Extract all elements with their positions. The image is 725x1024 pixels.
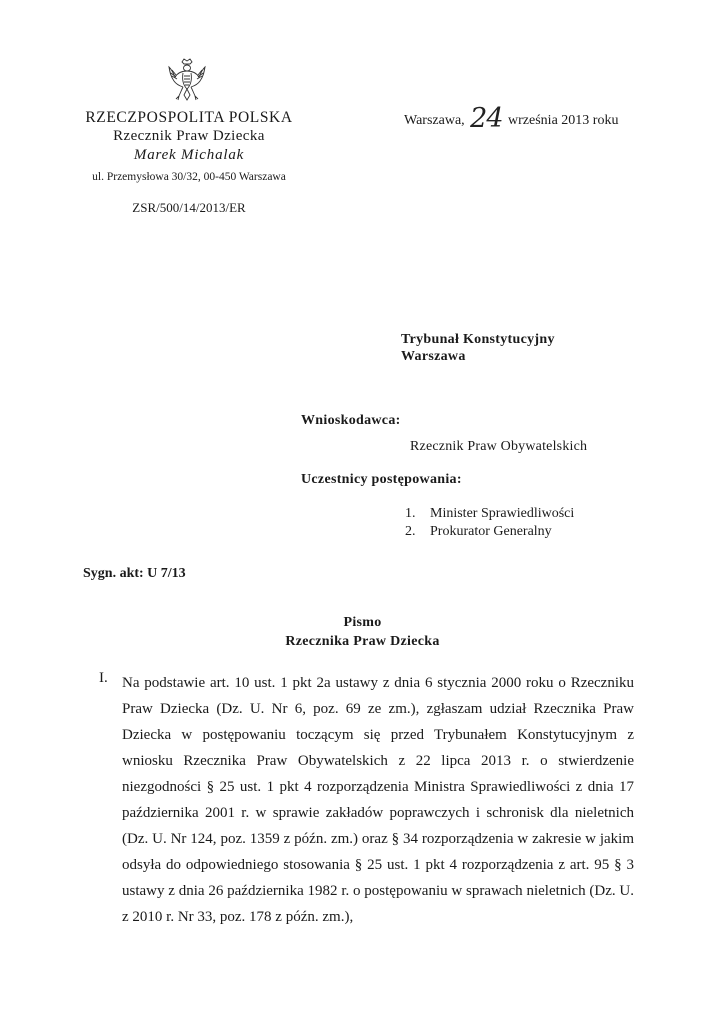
- date-city: Warszawa,: [404, 113, 465, 128]
- polish-eagle-emblem-icon: [168, 58, 206, 102]
- sender-organization: RZECZPOSPOLITA POLSKA: [85, 109, 293, 126]
- title-line-2: Rzecznika Praw Dziecka: [285, 634, 440, 649]
- letter-date: [404, 100, 619, 134]
- list-item-name: Prokurator Generalny: [430, 524, 552, 539]
- sender-office: Rzecznik Praw Dziecka: [113, 128, 265, 144]
- list-item-number: 2.: [405, 524, 416, 539]
- participants-label: Uczestnicy postępowania:: [301, 472, 462, 487]
- date-rest: września 2013 roku: [508, 113, 619, 128]
- section-body-text: Na podstawie art. 10 ust. 1 pkt 2a ustawy z dnia 6 stycznia 2000 roku o Rzeczniku Praw Dziecka (Dz. U. Nr 6, poz. 69 ze zm.), zgłaszam udział Rzecznika Praw Dziecka w postępowaniu toczącym się przed Trybunałem Konstytucyjnym z wniosku Rzecznika Praw Obywatelskich z 22 lipca 2013 r. o stwierdzenie niezgodności § 25 ust. 1 pkt 4 rozporządzenia Ministra Sprawiedliwości z dnia 17 października 2001 r. w sprawie zakładów poprawczych i schronisk dla nieletnich (Dz. U. Nr 124, poz. 1359 z późn. zm.) oraz § 34 rozporządzenia w zakresie w jakim odsyła do odpowiedniego stosowania § 25 ust. 1 pkt 4 rozporządzenia z art. 95 § 3 ustawy z dnia 26 października 1982 r. o postępowaniu w sprawach nieletnich (Dz. U. z 2010 r. Nr 33, poz. 178 z późn. zm.),: [122, 675, 634, 925]
- document-title: [0, 613, 725, 651]
- section-number: I.: [99, 670, 108, 686]
- sender-address: ul. Przemysłowa 30/32, 00-450 Warszawa: [92, 171, 286, 183]
- applicant-name: Rzecznik Praw Obywatelskich: [410, 439, 588, 454]
- list-item-number: 1.: [405, 506, 416, 521]
- case-reference: Sygn. akt: U 7/13: [83, 566, 186, 581]
- list-item: [405, 505, 574, 523]
- reference-number: ZSR/500/14/2013/ER: [132, 200, 246, 215]
- applicant-label: Wnioskodawca:: [301, 413, 401, 428]
- title-line-1: Pismo: [343, 615, 382, 630]
- sender-person: Marek Michalak: [133, 147, 245, 163]
- date-day-handwritten: 24: [470, 103, 503, 134]
- recipient-city: Warszawa: [401, 349, 466, 364]
- participants-list: [405, 505, 574, 541]
- recipient-name: Trybunał Konstytucyjny: [401, 332, 555, 347]
- recipient-block: [401, 331, 555, 365]
- list-item-name: Minister Sprawiedliwości: [430, 506, 575, 521]
- sender-block: [60, 108, 318, 216]
- list-item: [405, 523, 574, 541]
